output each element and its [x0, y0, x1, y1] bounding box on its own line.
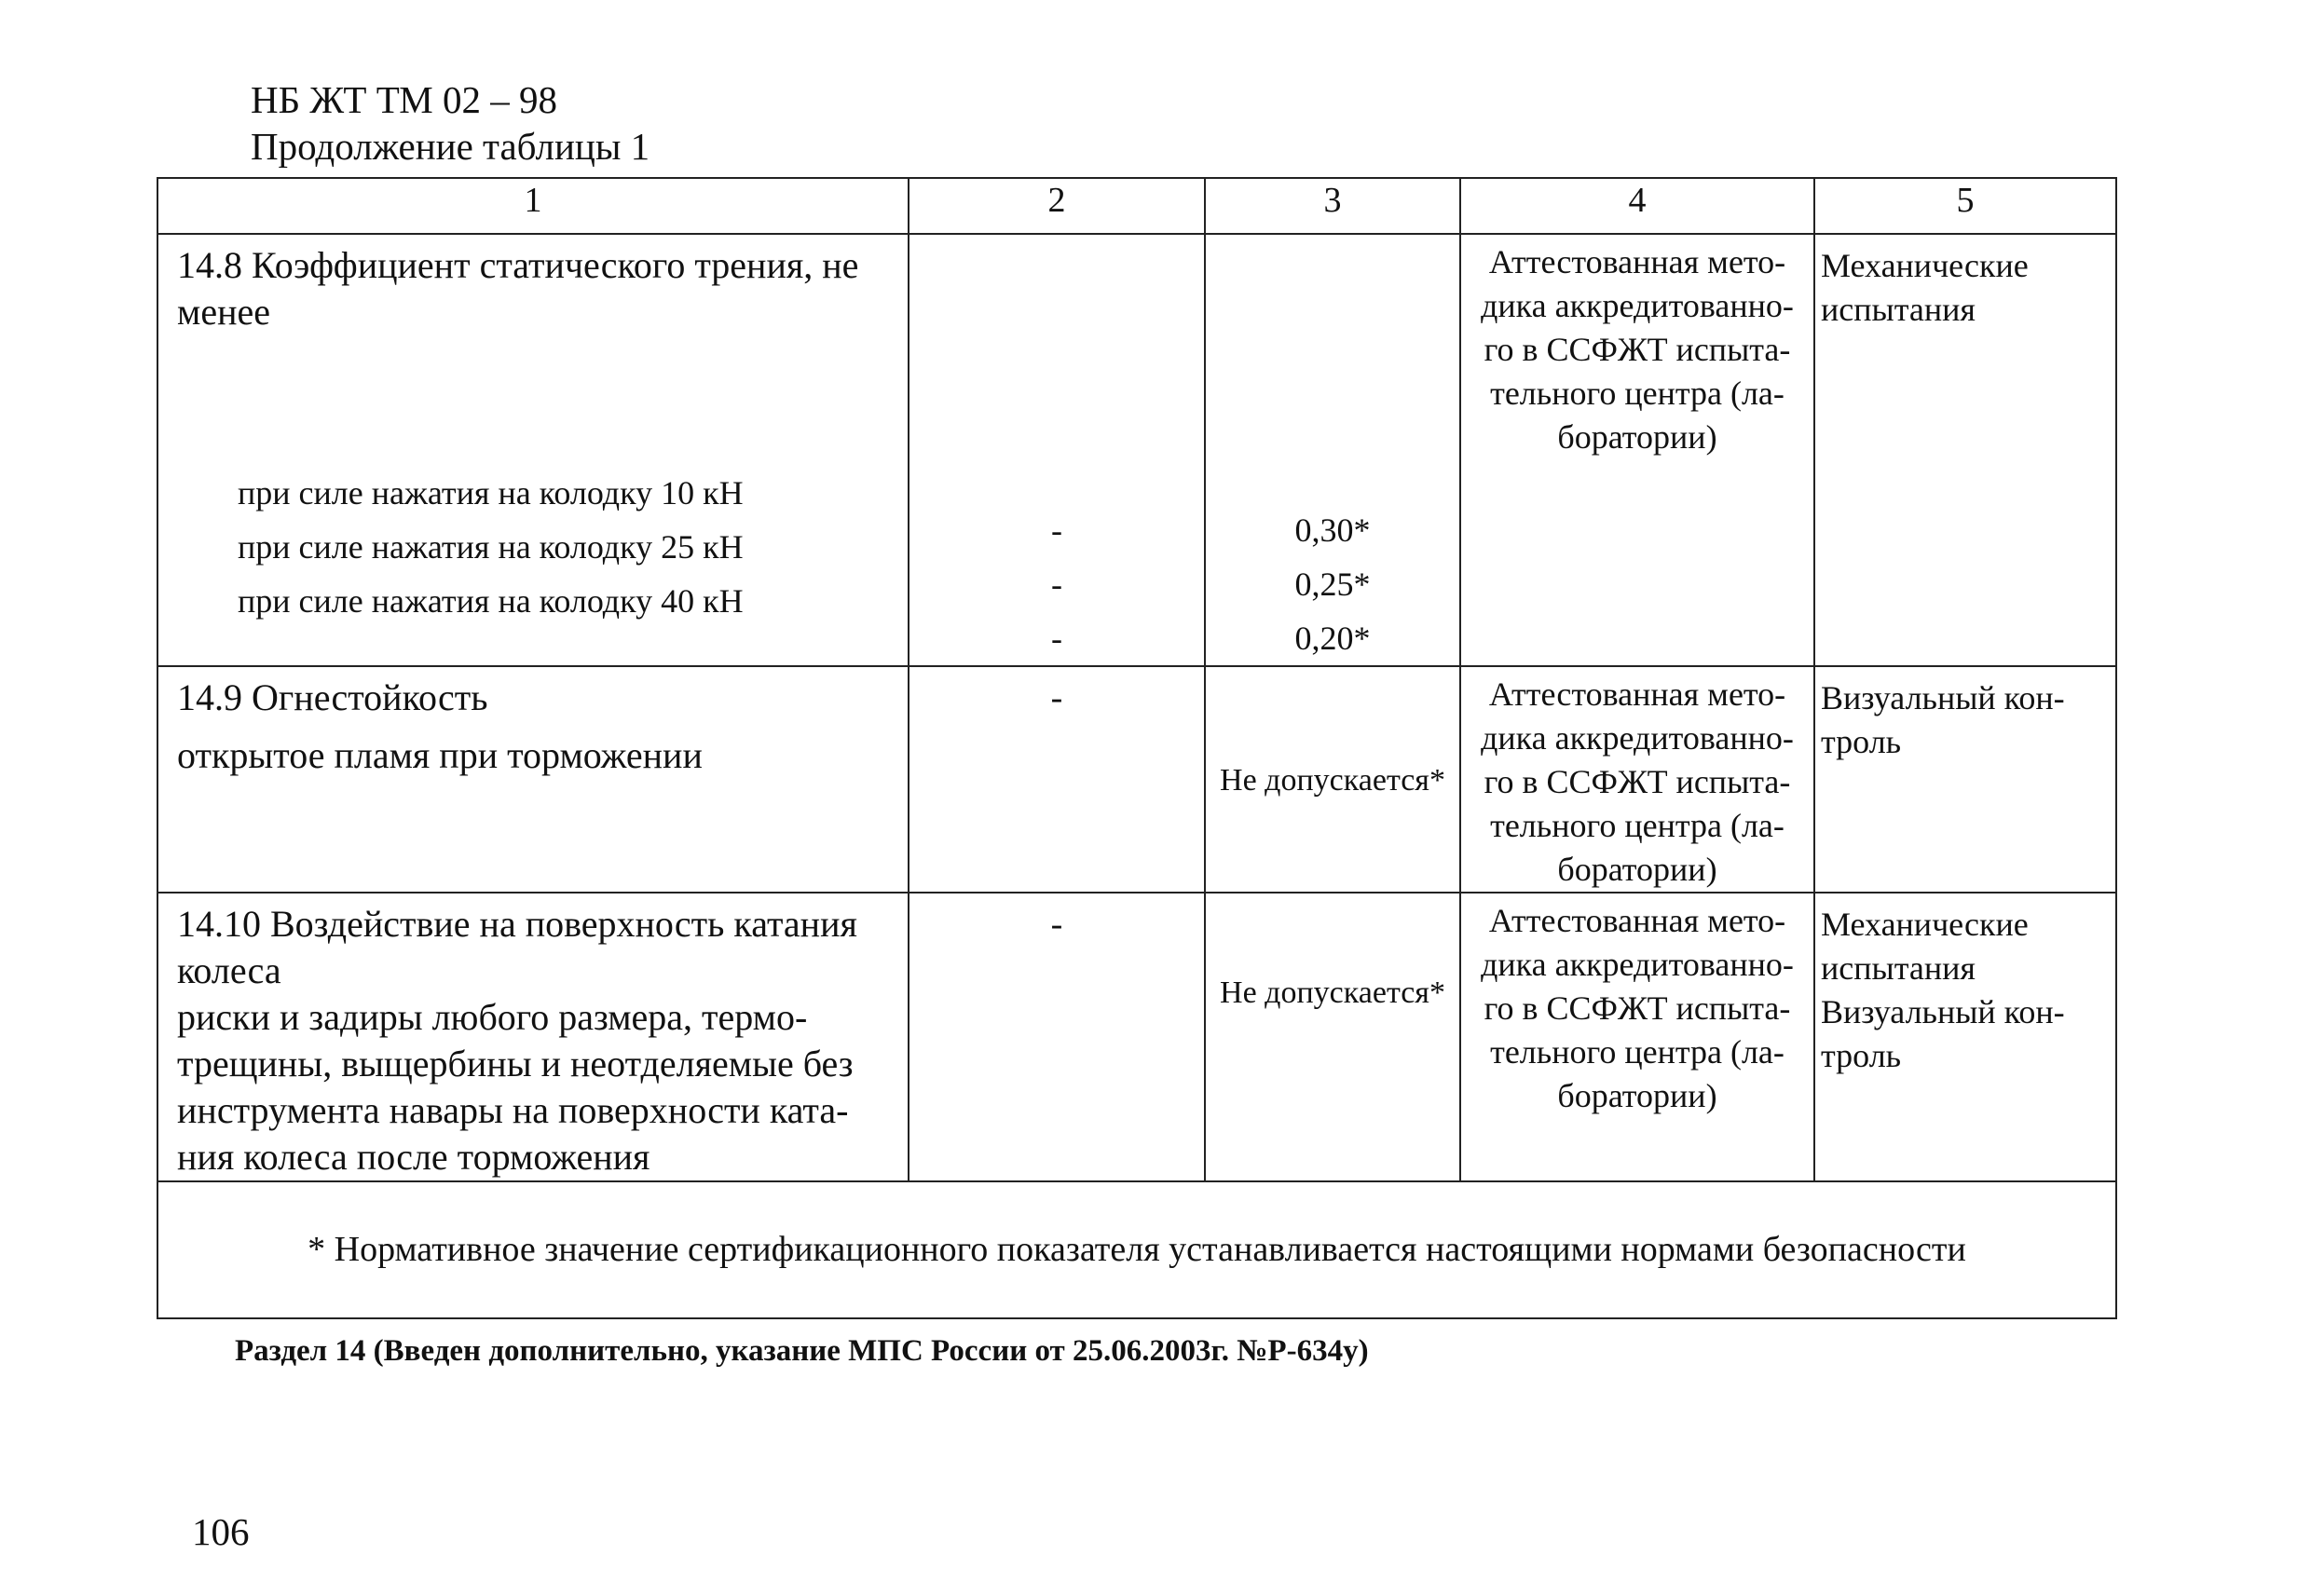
section-note: Раздел 14 (Введен дополнительно, указание МПС России от 25.06.2003г. №Р-634у) [235, 1334, 1369, 1368]
test-method-cell: Аттестованная мето-дика аккредитованно-го в ССФЖТ испыта-тельного центра (ла-боратории) [1460, 666, 1814, 893]
parameter-cell [157, 893, 909, 1181]
table-row [157, 666, 2116, 893]
table-row [157, 234, 2116, 666]
column2-cell [909, 666, 1205, 893]
test-method-cell: Аттестованная мето-дика аккредитованно-го в ССФЖТ испыта-тельного центра (ла-боратории) [1460, 234, 1814, 666]
document-code: НБ ЖТ ТМ 02 – 98 [251, 78, 557, 121]
parameter-title: 14.8 Коэффициент статического трения, не менее [177, 244, 859, 333]
parameter-title: 14.10 Воздействие на поверхность катания колеса [177, 903, 857, 991]
norm-value-cell [1205, 234, 1460, 666]
column2-value: - [1050, 678, 1063, 717]
column2-value: - [1051, 566, 1062, 603]
column-number: 5 [1814, 178, 2116, 234]
control-method: Визуальный кон-троль [1821, 679, 2065, 760]
column2-value: - [1051, 512, 1062, 549]
norm-value-cell [1205, 893, 1460, 1181]
norm-value: 0,30* [1294, 512, 1371, 549]
parameter-cell [157, 666, 909, 893]
control-method: Механические испытания [1821, 906, 2029, 987]
parameter-subtitle: риски и задиры любого размера, термо-трещины, выщербины и неотделяемые без инструмента навары на поверхности ката-ния колеса после торможения [177, 996, 854, 1178]
norm-value: Не допускается* [1220, 762, 1445, 798]
control-method-cell [1814, 893, 2116, 1181]
column-number: 3 [1205, 178, 1460, 234]
column-number: 1 [157, 178, 909, 234]
norm-value: 0,25* [1294, 566, 1371, 603]
norm-value-cell [1205, 666, 1460, 893]
requirements-table [157, 177, 2117, 1319]
parameter-title: 14.9 Огнестойкость [177, 676, 488, 718]
column2-value: - [1051, 620, 1062, 657]
column-number: 2 [909, 178, 1205, 234]
test-method-cell: Аттестованная мето-дика аккредитованно-го в ССФЖТ испыта-тельного центра (ла-боратории) [1460, 893, 1814, 1181]
control-method-cell [1814, 666, 2116, 893]
table-continuation-caption: Продолжение таблицы 1 [251, 125, 650, 168]
control-method-cell [1814, 234, 2116, 666]
sub-row-label: при силе нажатия на колодку 40 кН [238, 582, 744, 620]
sub-row-label: при силе нажатия на колодку 10 кН [238, 474, 744, 512]
parameter-cell [157, 234, 909, 666]
control-method: Визуальный кон-троль [1821, 993, 2065, 1074]
column2-cell [909, 234, 1205, 666]
column2-cell [909, 893, 1205, 1181]
sub-row-label: при силе нажатия на колодку 25 кН [238, 528, 744, 566]
norm-value: 0,20* [1294, 620, 1371, 657]
column-number-row [157, 178, 2116, 234]
column2-value: - [1050, 905, 1063, 944]
norm-value: Не допускается* [1220, 975, 1445, 1010]
table-row [157, 893, 2116, 1181]
page-number: 106 [192, 1510, 250, 1553]
parameter-subtitle: открытое пламя при торможении [177, 734, 703, 776]
footnote-row [157, 1181, 2116, 1318]
footnote: * Нормативное значение сертификационного показателя устанавливается настоящими нормами безопасности [157, 1181, 2116, 1318]
column-number: 4 [1460, 178, 1814, 234]
control-method: Механические испытания [1821, 247, 2029, 328]
